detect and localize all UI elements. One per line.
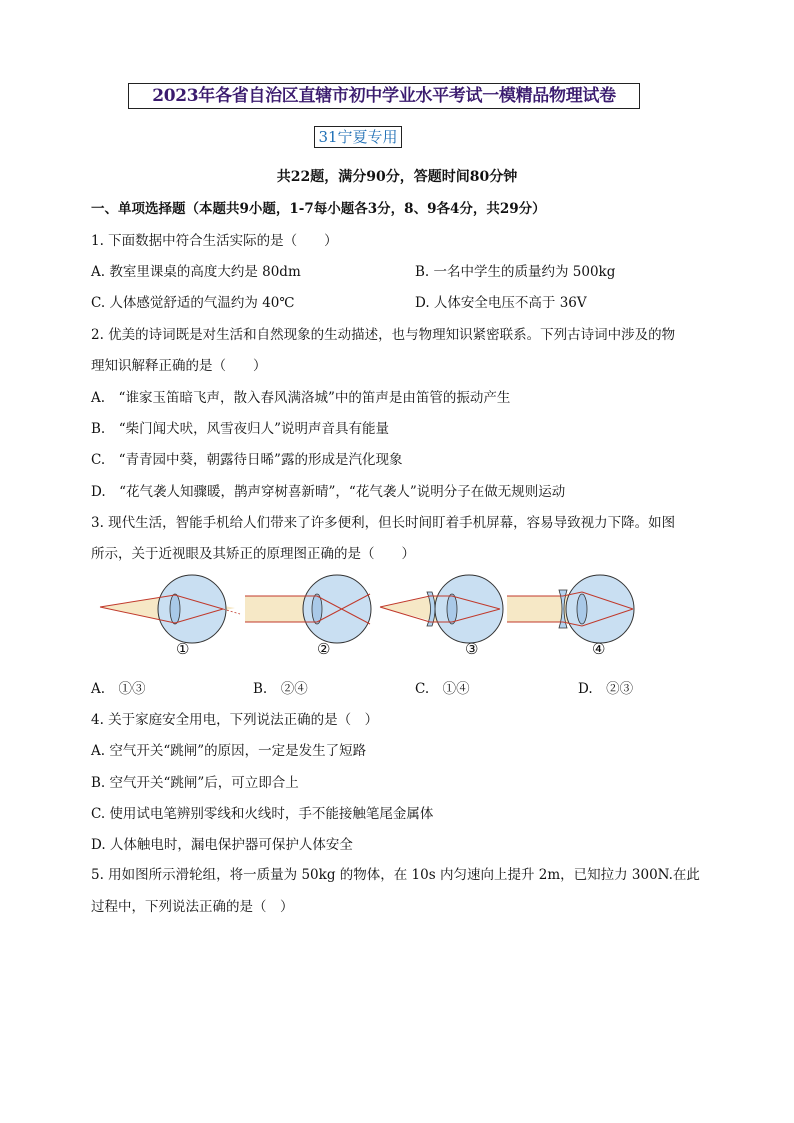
q2-stem-line1: 2. 优美的诗词既是对生活和自然现象的生动描述，也与物理知识紧密联系。下列古诗词中涉及的物 <box>91 327 676 343</box>
q4-option-c: C. 使用试电笔辨别零线和火线时，手不能接触笔尾金属体 <box>91 806 434 822</box>
paper-subtitle: 31宁夏专用 <box>314 126 402 148</box>
paper-title: 2023年各省自治区直辖市初中学业水平考试一模精品物理试卷 <box>128 83 640 109</box>
q3-stem-line2: 所示，关于近视眼及其矫正的原理图正确的是（ ） <box>91 546 415 562</box>
q1-option-a: A. 教室里课桌的高度大约是 80dm <box>91 264 301 280</box>
q1-option-c: C. 人体感觉舒适的气温约为 40℃ <box>91 295 295 311</box>
q1-stem: 1. 下面数据中符合生活实际的是（ ） <box>91 233 338 249</box>
section-heading: 一、单项选择题（本题共9小题，1-7每小题各3分，8、9各4分，共29分） <box>91 201 546 217</box>
q5-stem-line1: 5. 用如图所示滑轮组，将一质量为 50kg 的物体，在 10s 内匀速向上提升 2m，已知拉力 300N.在此 <box>91 867 700 883</box>
q3-option-a: A. ①③ <box>91 681 146 697</box>
q3-stem-line1: 3. 现代生活，智能手机给人们带来了许多便利，但长时间盯着手机屏幕，容易导致视力下降。如图 <box>91 515 676 531</box>
q1-option-d: D. 人体安全电压不高于 36V <box>415 295 587 311</box>
q1-option-b: B. 一名中学生的质量约为 500kg <box>415 264 616 280</box>
q3-option-c: C. ①④ <box>415 681 470 697</box>
q5-stem-line2: 过程中，下列说法正确的是（ ） <box>91 899 294 915</box>
figure-label-2: ② <box>317 640 331 658</box>
eye-diagram-4 <box>507 575 635 643</box>
q4-option-a: A. 空气开关“跳闸”的原因，一定是发生了短路 <box>91 743 367 759</box>
q4-stem: 4. 关于家庭安全用电，下列说法正确的是（ ） <box>91 712 379 728</box>
figure-label-4: ④ <box>592 640 606 658</box>
q4-option-d: D. 人体触电时，漏电保护器可保护人体安全 <box>91 837 353 853</box>
q2-option-c: C. “青青园中葵，朝露待日晞”露的形成是汽化现象 <box>91 452 403 468</box>
q3-option-d: D. ②③ <box>578 681 634 697</box>
q2-option-d: D. “花气袭人知骤暖，鹊声穿树喜新晴”，“花气袭人”说明分子在做无规则运动 <box>91 484 566 500</box>
figure-label-3: ③ <box>465 640 479 658</box>
q2-stem-line2: 理知识解释正确的是（ ） <box>91 358 267 374</box>
exam-meta: 共22题，满分90分，答题时间80分钟 <box>276 169 518 185</box>
q4-option-b: B. 空气开关“跳闸”后，可立即合上 <box>91 775 299 791</box>
q3-option-b: B. ②④ <box>253 681 308 697</box>
eye-diagram-2 <box>245 575 371 643</box>
eye-diagram-3 <box>380 575 503 643</box>
q2-option-a: A. “谁家玉笛暗飞声，散入春风满洛城”中的笛声是由笛管的振动产生 <box>91 390 511 406</box>
figure-label-1: ① <box>176 640 190 658</box>
eye-diagram-1 <box>100 575 240 643</box>
q2-option-b: B. “柴门闻犬吠，风雪夜归人”说明声音具有能量 <box>91 421 390 437</box>
